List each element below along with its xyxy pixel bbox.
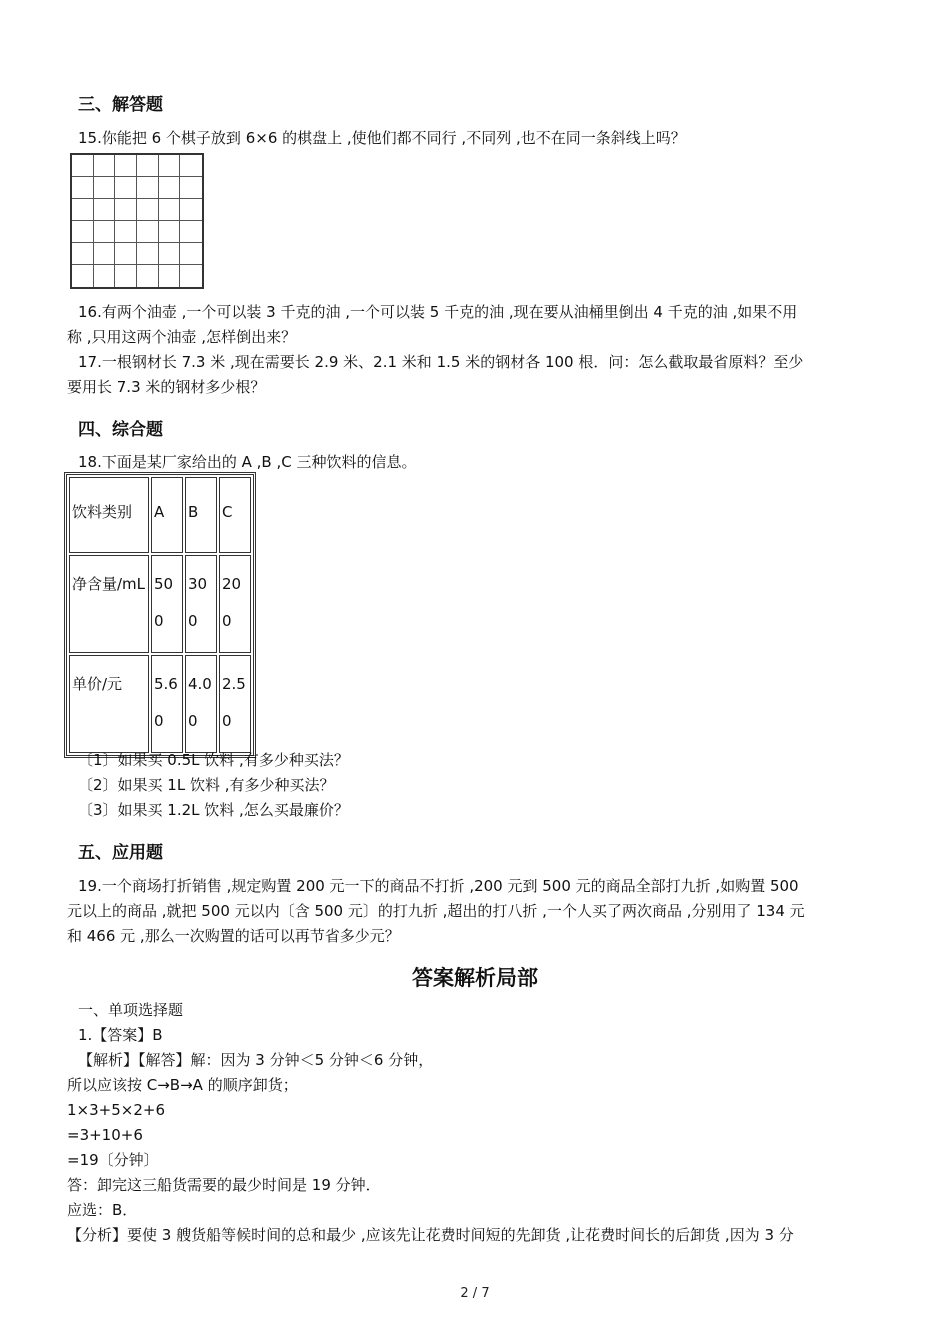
answer-1-calc1: 1×3+5×2+6 (67, 1101, 165, 1119)
section-heading-5: 五、应用题 (78, 843, 163, 863)
subquestion-2: 〔2〕如果买 1L 饮料 ,有多少种买法？ (78, 776, 335, 794)
question-17-line1: 17.一根钢材长 7.3 米 ,现在需要长 2.9 米、2.1 米和 1.5 米的钢材各 100 根．问：怎么截取最省原料？至少 (78, 353, 804, 371)
question-16-line2: 称 ,只用这两个油壶 ,怎样倒出来？ (67, 328, 297, 346)
section-heading-4: 四、综合题 (78, 420, 163, 440)
answer-1-order: 所以应该按 C→B→A 的顺序卸货； (67, 1076, 298, 1094)
question-18: 18.下面是某厂家给出的 A ,B ,C 三种饮料的信息。 (78, 453, 417, 471)
question-19-line2: 元以上的商品 ,就把 500 元以内〔含 500 元〕的打九折 ,超出的打八折 ,一个人买了两次商品 ,分别用了 134 元 (67, 902, 805, 920)
page-number: 2 / 7 (460, 1286, 490, 1301)
table-cell: 5.60 (151, 655, 183, 753)
table-cell: 200 (219, 555, 251, 653)
table-row (69, 655, 251, 753)
table-cell: 净含量/mL (69, 555, 149, 653)
subquestion-1: 〔1〕如果买 0.5L 饮料 ,有多少种买法？ (78, 751, 349, 769)
answer-1-note: 【分析】要使 3 艘货船等候时间的总和最少 ,应该先让花费时间短的先卸货 ,让花费时间长的后卸货 ,因为 3 分 (67, 1226, 794, 1244)
subquestion-3: 〔3〕如果买 1.2L 饮料 ,怎么买最廉价？ (78, 801, 349, 819)
table-cell: A (151, 477, 183, 553)
question-16-line1: 16.有两个油壶 ,一个可以装 3 千克的油 ,一个可以装 5 千克的油 ,现在要从油桶里倒出 4 千克的油 ,如果不用 (78, 303, 798, 321)
answer-1-analysis: 【解析】【解答】解：因为 3 分钟＜5 分钟＜6 分钟， (78, 1051, 434, 1069)
table-row (69, 555, 251, 653)
table-cell: 2.50 (219, 655, 251, 753)
answers-section-1: 一、单项选择题 (78, 1001, 184, 1019)
table-cell: 饮料类别 (69, 477, 149, 553)
question-19-line1: 19.一个商场打折销售 ,规定购置 200 元一下的商品不打折 ,200 元到 500 元的商品全部打九折 ,如购置 500 (78, 877, 799, 895)
table-cell: 300 (185, 555, 217, 653)
table-cell: B (185, 477, 217, 553)
question-15: 15.你能把 6 个棋子放到 6×6 的棋盘上 ,使他们都不同行 ,不同列 ,也不在同一条斜线上吗？ (78, 129, 686, 147)
table-cell: 单价/元 (69, 655, 149, 753)
answer-1: 1.【答案】B (78, 1026, 163, 1044)
question-17-line2: 要用长 7.3 米的钢材多少根？ (67, 378, 266, 396)
answer-1-calc2: =3+10+6 (67, 1126, 143, 1144)
table-cell: 500 (151, 555, 183, 653)
drink-info-table (66, 474, 254, 756)
answer-1-choice: 应选：B． (67, 1201, 138, 1219)
answer-1-calc3: =19〔分钟〕 (67, 1151, 159, 1169)
chessboard-6x6 (70, 153, 204, 289)
question-19-line3: 和 466 元 ,那么一次购置的话可以再节省多少元？ (67, 927, 400, 945)
table-cell: 4.00 (185, 655, 217, 753)
table-cell: C (219, 477, 251, 553)
table-header-row (69, 477, 251, 553)
answers-title: 答案解析局部 (412, 966, 538, 990)
answer-1-conclusion: 答：卸完这三船货需要的最少时间是 19 分钟． (67, 1176, 381, 1194)
section-heading-3: 三、解答题 (78, 95, 163, 115)
